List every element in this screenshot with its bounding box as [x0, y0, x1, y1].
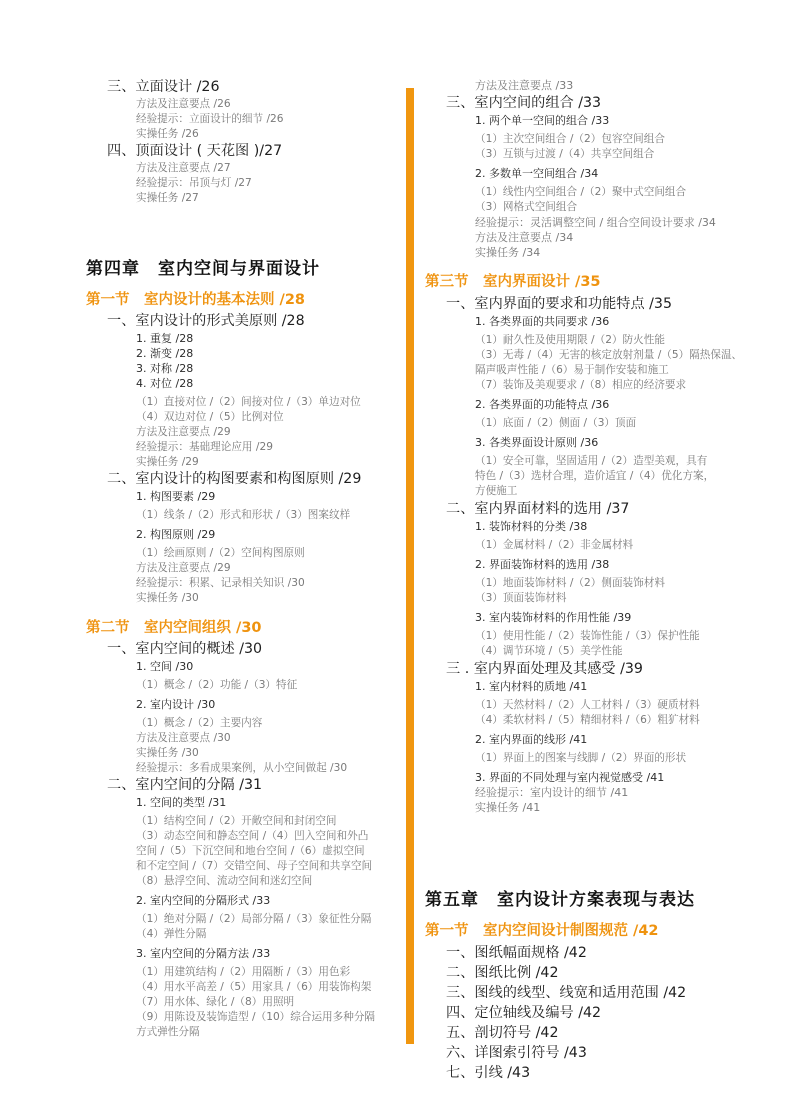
toc-entry: 三 . 室内界面处理及其感受 /39 — [446, 661, 643, 677]
toc-detail: 方法及注意要点 /29 — [136, 426, 231, 438]
toc-detail: （1）概念 /（2）功能 /（3）特征 — [136, 679, 298, 691]
toc-detail: 方法及注意要点 /34 — [475, 231, 574, 244]
toc-detail: 方法及注意要点 /33 — [475, 79, 574, 92]
toc-subentry: 2. 构图原则 /29 — [136, 528, 216, 541]
toc-subentry: 1. 构图要素 /29 — [136, 490, 216, 503]
toc-subentry: 3. 室内空间的分隔方法 /33 — [136, 947, 271, 960]
toc-detail: （1）耐久性及使用期限 /（2）防火性能 — [475, 334, 665, 346]
section-heading: 第一节 室内空间设计制图规范 /42 — [425, 923, 659, 939]
toc-detail: （7）用水体、绿化 /（8）用照明 — [136, 996, 295, 1008]
toc-entry: 二、图纸比例 /42 — [446, 965, 559, 981]
toc-detail: 经验提示：灵活调整空间 / 组合空间设计要求 /34 — [475, 216, 716, 229]
toc-detail: （1）主次空间组合 /（2）包容空间组合 — [475, 133, 665, 145]
toc-subentry: 1. 两个单一空间的组合 /33 — [475, 114, 610, 127]
toc-entry: 一、室内设计的形式美原则 /28 — [107, 313, 305, 329]
toc-detail: 实操任务 /30 — [136, 747, 199, 759]
toc-detail: （4）柔软材料 /（5）精细材料 /（6）粗犷材料 — [475, 714, 700, 726]
toc-detail: 实操任务 /34 — [475, 246, 541, 259]
toc-detail: 经验提示：立面设计的细节 /26 — [136, 113, 284, 125]
toc-detail: （1）绝对分隔 /（2）局部分隔 /（3）象征性分隔 — [136, 913, 372, 925]
toc-right-column — [425, 78, 755, 1083]
toc-entry: 三、图线的线型、线宽和适用范围 /42 — [446, 985, 687, 1001]
column-divider-bar — [406, 88, 414, 1044]
toc-detail: 空间 /（5）下沉空间和地台空间 /（6）虚拟空间 — [136, 845, 365, 857]
toc-detail: （1）底面 /（2）侧面 /（3）顶面 — [475, 417, 637, 429]
toc-detail: 方法及注意要点 /29 — [136, 562, 231, 574]
toc-entry: 一、图纸幅面规格 /42 — [446, 945, 587, 961]
toc-subentry: 2. 界面装饰材料的选用 /38 — [475, 558, 610, 571]
toc-subentry: 3. 界面的不同处理与室内视觉感受 /41 — [475, 771, 665, 784]
toc-entry: 一、室内界面的要求和功能特点 /35 — [446, 296, 672, 312]
toc-detail: 实操任务 /30 — [136, 592, 199, 604]
toc-detail: （4）弹性分隔 — [136, 928, 207, 940]
toc-subentry: 2. 室内空间的分隔形式 /33 — [136, 894, 271, 907]
toc-subentry: 3. 各类界面设计原则 /36 — [475, 436, 599, 449]
toc-detail: （1）地面装饰材料 /（2）侧面装饰材料 — [475, 577, 665, 589]
toc-detail: （3）顶面装饰材料 — [475, 592, 567, 604]
toc-detail: （3）动态空间和静态空间 /（4）凹入空间和外凸 — [136, 830, 369, 842]
toc-detail: （3）互锁与过渡 /（4）共享空间组合 — [475, 148, 655, 160]
toc-detail: （1）用建筑结构 /（2）用隔断 /（3）用色彩 — [136, 966, 351, 978]
toc-entry: 六、详图索引符号 /43 — [446, 1045, 587, 1061]
toc-detail: （1）金属材料 /（2）非金属材料 — [475, 539, 634, 551]
toc-detail: （4）用水平高差 /（5）用家具 /（6）用装饰构架 — [136, 981, 372, 993]
toc-detail: （3）无毒 /（4）无害的核定放射剂量 /（5）隔热保温、 — [475, 349, 743, 361]
section-heading: 第三节 室内界面设计 /35 — [425, 274, 601, 290]
toc-detail: 方法及注意要点 /26 — [136, 98, 231, 110]
toc-subentry: 1. 各类界面的共同要求 /36 — [475, 315, 610, 328]
toc-detail: （1）使用性能 /（2）装饰性能 /（3）保护性能 — [475, 630, 700, 642]
toc-detail: （1）结构空间 /（2）开敞空间和封闭空间 — [136, 815, 337, 827]
toc-detail: 和不定空间 /（7）交错空间、母子空间和共享空间 — [136, 860, 373, 872]
chapter-heading: 第五章 室内设计方案表现与表达 — [425, 890, 695, 910]
toc-detail: 隔声吸声性能 /（6）易于制作安装和施工 — [475, 364, 669, 376]
toc-detail: （8）悬浮空间、流动空间和迷幻空间 — [136, 875, 313, 887]
toc-detail: 实操任务 /27 — [136, 192, 199, 204]
toc-detail: 经验提示：室内设计的细节 /41 — [475, 786, 629, 799]
toc-detail: 经验提示：多看成果案例，从小空间做起 /30 — [136, 762, 348, 774]
toc-detail: 方便施工 — [475, 485, 518, 497]
toc-detail: 实操任务 /41 — [475, 801, 541, 814]
toc-entry: 二、室内空间的分隔 /31 — [107, 777, 263, 793]
section-heading: 第一节 室内设计的基本法则 /28 — [86, 292, 306, 308]
toc-detail: 方法及注意要点 /30 — [136, 732, 231, 744]
toc-entry: 三、立面设计 /26 — [107, 79, 220, 95]
toc-detail: （3）网格式空间组合 — [475, 201, 578, 213]
toc-subentry: 2. 多数单一空间组合 /34 — [475, 167, 599, 180]
chapter-heading: 第四章 室内空间与界面设计 — [86, 259, 320, 279]
toc-subentry: 4. 对位 /28 — [136, 377, 194, 390]
toc-entry: 七、引线 /43 — [446, 1065, 531, 1081]
toc-detail: （1）直接对位 /（2）间接对位 /（3）单边对位 — [136, 396, 361, 408]
toc-subentry: 1. 重复 /28 — [136, 332, 194, 345]
toc-entry: 二、室内设计的构图要素和构图原则 /29 — [107, 471, 362, 487]
toc-entry: 四、顶面设计 ( 天花图 )/27 — [107, 143, 283, 159]
toc-subentry: 1. 装饰材料的分类 /38 — [475, 520, 588, 533]
toc-detail: 经验提示：基础理论应用 /29 — [136, 441, 273, 453]
toc-detail: （7）装饰及美观要求 /（8）相应的经济要求 — [475, 379, 687, 391]
toc-subentry: 3. 对称 /28 — [136, 362, 194, 375]
toc-subentry: 3. 室内装饰材料的作用性能 /39 — [475, 611, 632, 624]
toc-detail: （1）线条 /（2）形式和形状 /（3）图案纹样 — [136, 509, 351, 521]
toc-entry: 二、室内界面材料的选用 /37 — [446, 501, 630, 517]
toc-subentry: 2. 室内界面的线形 /41 — [475, 733, 588, 746]
toc-entry: 五、剖切符号 /42 — [446, 1025, 559, 1041]
toc-subentry: 1. 空间的类型 /31 — [136, 796, 227, 809]
toc-detail: 方式弹性分隔 — [136, 1026, 200, 1038]
toc-subentry: 2. 各类界面的功能特点 /36 — [475, 398, 610, 411]
section-heading: 第二节 室内空间组织 /30 — [86, 620, 262, 636]
toc-left-column — [86, 78, 404, 1040]
toc-detail: 特色 /（3）选材合理，造价适宜 /（4）优化方案， — [475, 470, 715, 482]
toc-detail: （1）界面上的图案与线脚 /（2）界面的形状 — [475, 752, 687, 764]
toc-detail: （1）安全可靠，坚固适用 /（2）造型美观，具有 — [475, 455, 708, 467]
toc-detail: 经验提示：吊顶与灯 /27 — [136, 177, 252, 189]
toc-subentry: 2. 室内设计 /30 — [136, 698, 216, 711]
toc-entry: 三、室内空间的组合 /33 — [446, 95, 602, 111]
toc-detail: （1）线性内空间组合 /（2）聚中式空间组合 — [475, 186, 687, 198]
toc-detail: （1）绘画原则 /（2）空间构图原则 — [136, 547, 305, 559]
toc-detail: 经验提示：积累、记录相关知识 /30 — [136, 577, 305, 589]
toc-detail: （4）调节环境 /（5）美学性能 — [475, 645, 623, 657]
toc-entry: 一、室内空间的概述 /30 — [107, 641, 263, 657]
toc-subentry: 1. 空间 /30 — [136, 660, 194, 673]
toc-detail: （9）用陈设及装饰造型 /（10）综合运用多种分隔 — [136, 1011, 376, 1023]
toc-detail: （1）概念 /（2）主要内容 — [136, 717, 263, 729]
toc-entry: 四、定位轴线及编号 /42 — [446, 1005, 602, 1021]
toc-detail: 方法及注意要点 /27 — [136, 162, 231, 174]
toc-detail: （4）双边对位 /（5）比例对位 — [136, 411, 284, 423]
toc-subentry: 2. 渐变 /28 — [136, 347, 194, 360]
toc-subentry: 1. 室内材料的质地 /41 — [475, 680, 588, 693]
toc-detail: 实操任务 /26 — [136, 128, 199, 140]
toc-detail: （1）天然材料 /（2）人工材料 /（3）硬质材料 — [475, 699, 700, 711]
toc-detail: 实操任务 /29 — [136, 456, 199, 468]
